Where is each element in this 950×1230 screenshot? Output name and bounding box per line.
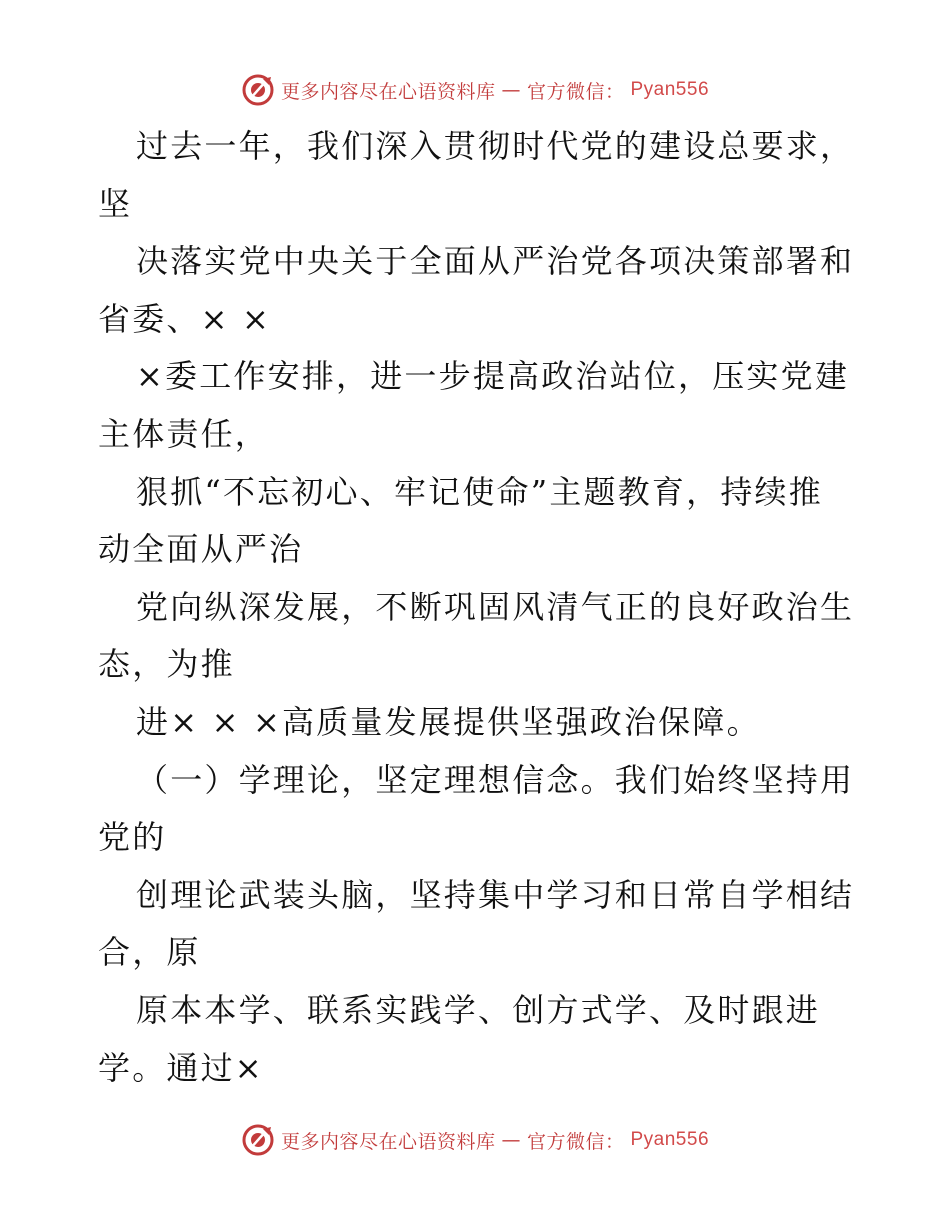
red-seal-logo-icon: [241, 1123, 275, 1157]
header-watermark: [0, 70, 950, 110]
watermark-main-text: 更多内容尽在心语资料库: [280, 80, 496, 103]
watermark-official-text: 官方微信：: [526, 1130, 625, 1153]
doc-line: ×委工作安排，进一步提高政治站位，压实党建: [136, 357, 850, 396]
doc-line: 进× × ×高质量发展提供坚强政治保障。: [136, 702, 761, 741]
doc-line: 动全面从严治: [98, 530, 304, 569]
doc-line: 过去一年，我们深入贯彻时代党的建设总要求，: [136, 127, 855, 165]
red-seal-logo-icon: [241, 73, 275, 107]
footer-watermark: [0, 1120, 950, 1160]
doc-line: 态，为推: [98, 645, 235, 684]
doc-line: 创理论武装头脑，坚持集中学习和日常自学相结: [136, 875, 855, 914]
doc-line: （一）学理论，坚定理想信念。我们始终坚持用: [136, 760, 855, 799]
watermark-main-text: 更多内容尽在心语资料库: [280, 1130, 496, 1153]
doc-line: 党的: [98, 818, 167, 857]
doc-line: 学。通过×: [98, 1048, 264, 1087]
doc-line: 合，原: [98, 933, 201, 972]
doc-line: 决落实党中央关于全面从严治党各项决策部署和: [136, 242, 855, 281]
doc-line: 狠抓“不忘初心、牢记使命”主题教育，持续推: [136, 472, 823, 511]
watermark-id: Pyan556: [630, 1129, 710, 1150]
watermark-id: Pyan556: [630, 79, 710, 100]
watermark-dash: —: [501, 79, 521, 101]
watermark-dash: —: [501, 1129, 521, 1151]
doc-line: 省委、× ×: [98, 299, 271, 338]
doc-line: 党向纵深发展，不断巩固风清气正的良好政治生: [136, 587, 855, 626]
doc-line: 坚: [98, 184, 133, 223]
document-body: [98, 118, 858, 1097]
doc-line: 原本本学、联系实践学、创方式学、及时跟进: [136, 990, 821, 1029]
watermark-official-text: 官方微信：: [526, 80, 625, 103]
doc-line: 主体责任，: [98, 414, 270, 453]
